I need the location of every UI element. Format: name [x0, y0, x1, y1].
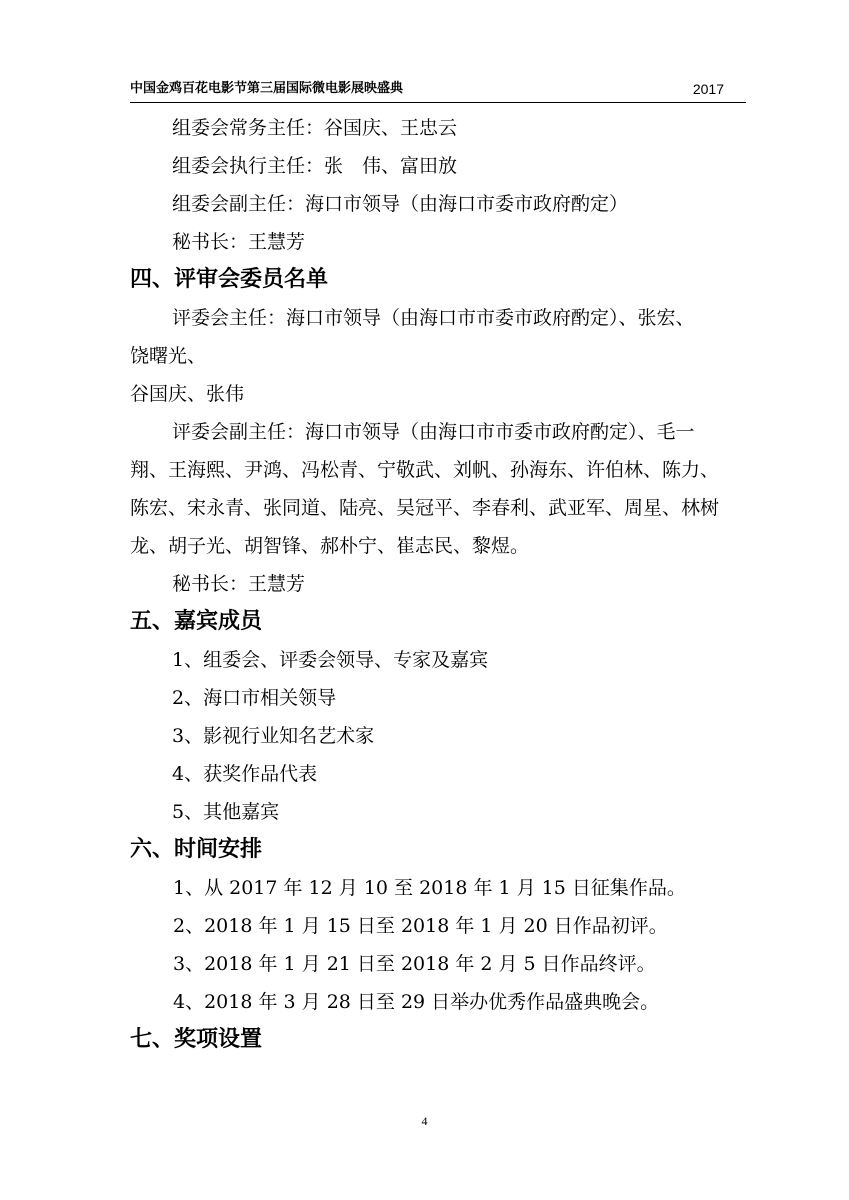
jury-vice-line-2: 翔、王海熙、尹鸿、冯松青、宁敬武、刘帆、孙海东、许伯林、陈力、: [130, 459, 720, 481]
schedule-list-item: 3、2018 年 1 月 21 日至 2018 年 2 月 5 日作品终评。: [173, 953, 656, 975]
guests-list-item: 5、其他嘉宾: [172, 801, 280, 823]
schedule-list-item: 2、2018 年 1 月 15 日至 2018 年 1 月 20 日作品初评。: [173, 915, 668, 937]
jury-chair-line-2: 饶曙光、: [130, 345, 207, 367]
section-heading-awards: 七、奖项设置: [130, 1027, 263, 1052]
committee-secretary-general: 秘书长：王慧芳: [172, 231, 306, 253]
guests-list-item: 1、组委会、评委会领导、专家及嘉宾: [172, 649, 489, 671]
jury-secretary-general: 秘书长：王慧芳: [172, 573, 306, 595]
schedule-list-item: 1、从 2017 年 12 月 10 至 2018 年 1 月 15 日征集作品。: [173, 877, 686, 899]
section-heading-jury: 四、评审会委员名单: [130, 267, 329, 292]
jury-chair-line-1: 评委会主任：海口市领导（由海口市市委市政府酌定）、张宏、: [172, 307, 695, 329]
jury-chair-line-3: 谷国庆、张伟: [130, 383, 245, 405]
committee-standing-director: 组委会常务主任：谷国庆、王忠云: [172, 117, 458, 139]
committee-executive-director: 组委会执行主任：张 伟、富田放: [172, 155, 458, 177]
page-header: [130, 80, 746, 103]
jury-vice-line-4: 龙、胡子光、胡智锋、郝朴宁、崔志民、黎煜。: [130, 535, 530, 557]
page-number: 4: [421, 1114, 428, 1128]
header-year: 2017: [692, 81, 724, 97]
section-heading-schedule: 六、时间安排: [130, 837, 263, 862]
schedule-list-item: 4、2018 年 3 月 28 日至 29 日举办优秀作品盛典晚会。: [173, 991, 660, 1013]
guests-list-item: 4、获奖作品代表: [172, 763, 318, 785]
committee-deputy-director: 组委会副主任：海口市领导（由海口市委市政府酌定）: [172, 193, 629, 215]
guests-list-item: 3、影视行业知名艺术家: [172, 725, 375, 747]
document-body: [130, 109, 750, 1059]
jury-vice-line-1: 评委会副主任：海口市领导（由海口市市委市政府酌定）、毛一: [172, 421, 695, 443]
section-heading-guests: 五、嘉宾成员: [130, 609, 263, 634]
header-title: 中国金鸡百花电影节第三届国际微电影展映盛典: [130, 81, 404, 96]
jury-vice-line-3: 陈宏、宋永青、张同道、陆亮、吴冠平、李春利、武亚军、周星、林树: [130, 497, 720, 519]
guests-list-item: 2、海口市相关领导: [172, 687, 337, 709]
